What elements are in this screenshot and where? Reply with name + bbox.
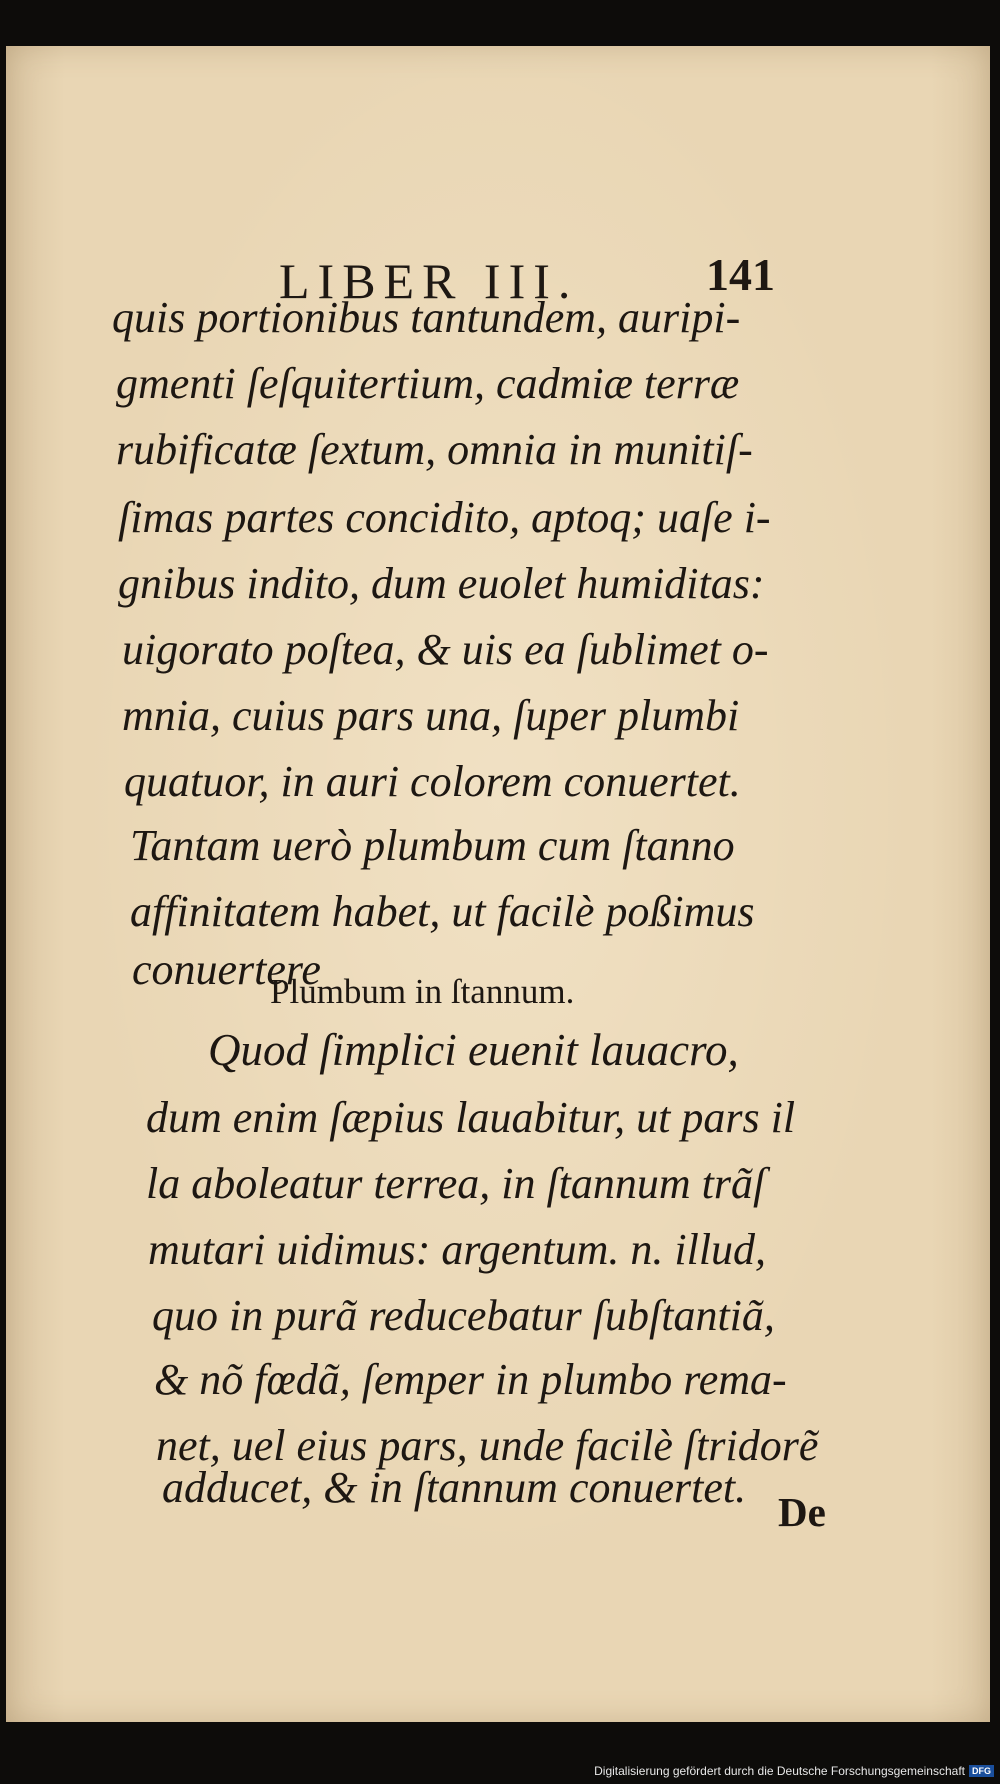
text-line: rubificatæ ſextum, omnia in munitiſ-	[116, 425, 753, 474]
text-line: gnibus indito, dum euolet humiditas:	[118, 559, 765, 608]
page-number: 141	[706, 249, 775, 300]
text-line: Tantam uerò plumbum cum ſtanno	[130, 821, 735, 870]
section-heading: Plumbum in ſtannum.	[270, 972, 575, 1011]
text-line: Quod ſimplici euenit lauacro,	[208, 1025, 739, 1075]
book-page	[6, 46, 990, 1722]
text-line: mnia, cuius pars una, ſuper plumbi	[122, 691, 740, 740]
text-line: quatuor, in auri colorem conuertet.	[124, 757, 741, 806]
text-line: gmenti ſeſquitertium, cadmiæ terræ	[116, 359, 740, 408]
text-line: mutari uidimus: argentum. n. illud,	[148, 1225, 767, 1274]
text-line: quo in purã reducebatur ſubſtantiã,	[152, 1291, 775, 1340]
text-line: affinitatem habet, ut facilè poßimus	[130, 887, 755, 936]
text-line: adducet, & in ſtannum conuertet.	[162, 1463, 747, 1512]
text-line: uigorato poſtea, & uis ea ſublimet o-	[122, 625, 769, 674]
text-line: quis portionibus tantundem, auripi-	[112, 293, 741, 342]
text-line: dum enim ſæpius lauabitur, ut pars il	[146, 1093, 796, 1142]
text-line: conuertere	[132, 945, 321, 994]
text-block-2	[6, 46, 990, 1722]
text-line: ſimas partes concidito, aptoq; uaſe i-	[118, 493, 771, 542]
catchword: De	[778, 1489, 826, 1535]
text-line: net, uel eius pars, unde facilè ſtridorẽ	[156, 1421, 819, 1470]
text-line: & nõ fœdã, ſemper in plumbo rema-	[154, 1355, 787, 1404]
digitization-credit	[594, 1764, 994, 1778]
credit-text: Digitalisierung gefördert durch die Deutsche Forschungsgemeinschaft	[594, 1764, 965, 1778]
text-line: la aboleatur terrea, in ſtannum trãſ	[146, 1159, 766, 1208]
running-head-title: LIBER III.	[279, 253, 579, 309]
dfg-logo-icon: DFG	[969, 1765, 994, 1777]
